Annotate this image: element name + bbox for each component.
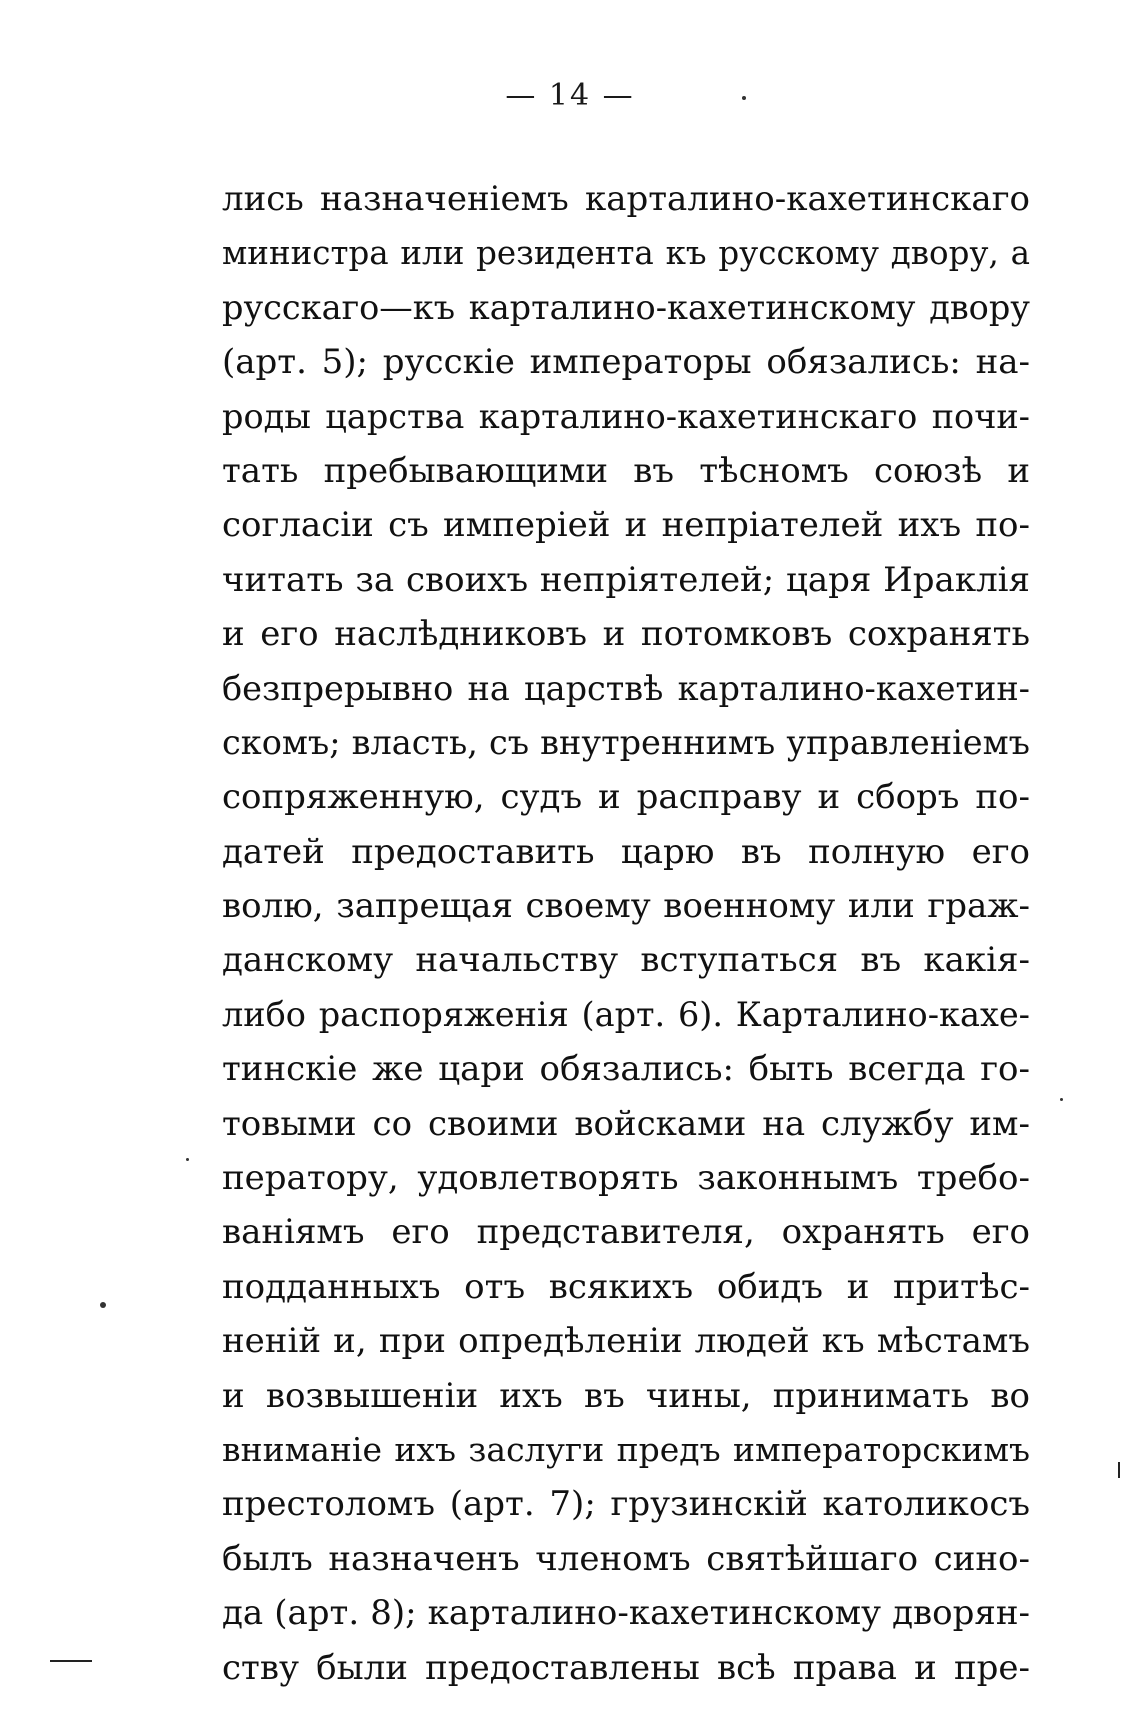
scan-speck bbox=[186, 1158, 189, 1161]
text-line: министра или резидента къ русскому двору, а bbox=[222, 234, 1030, 273]
text-line: либо распоряженія (арт. 6). Карталино-кахе- bbox=[222, 994, 1030, 1034]
text-line: товыми со своими войсками на службу им- bbox=[222, 1103, 1030, 1144]
text-line: ваніямъ его представителя, охранять его bbox=[222, 1212, 1030, 1253]
text-line: безпрерывно на царствѣ карталино-кахетин- bbox=[222, 668, 1030, 708]
text-line: русскаго—къ карталино-кахетинскому двору bbox=[222, 287, 1030, 327]
text-line: ству были предоставлены всѣ права и пре- bbox=[222, 1647, 1030, 1688]
scan-speck bbox=[742, 96, 746, 100]
scan-speck bbox=[1060, 1098, 1063, 1101]
text-line: лись назначеніемъ карталино-кахетинскаго bbox=[222, 179, 1030, 219]
scan-edge-mark bbox=[50, 1660, 92, 1662]
text-line: да (арт. 8); карталино-кахетинскому дворян- bbox=[222, 1593, 1030, 1634]
text-line: ператору, удовлетворять законнымъ требо- bbox=[222, 1158, 1030, 1199]
text-line: волю, запрещая своему военному или граж- bbox=[222, 886, 1030, 927]
text-line: читать за своихъ непріятелей; царя Ираклія bbox=[222, 559, 1030, 600]
text-line: былъ назначенъ членомъ святѣйшаго сино- bbox=[222, 1538, 1030, 1579]
page-number: — 14 — bbox=[505, 78, 635, 113]
text-line: роды царства карталино-кахетинскаго почи- bbox=[222, 396, 1030, 436]
text-line: (арт. 5); русскіе императоры обязались: на- bbox=[222, 342, 1030, 383]
text-line: сопряженную, судъ и расправу и сборъ по- bbox=[222, 777, 1030, 818]
text-line: тинскіе же цари обязались: быть всегда го- bbox=[222, 1049, 1030, 1090]
text-line: данскому начальству вступаться въ какія- bbox=[222, 940, 1030, 981]
text-line: вниманіе ихъ заслуги предъ императорскимъ bbox=[222, 1429, 1030, 1469]
text-line: тать пребывающими въ тѣсномъ союзѣ и bbox=[222, 450, 1030, 491]
text-line: согласіи съ имперіей и непріателей ихъ по- bbox=[222, 505, 1030, 546]
text-line: и его наслѣдниковъ и потомковъ сохранять bbox=[222, 614, 1030, 655]
text-line: датей предоставить царю въ полную его bbox=[222, 831, 1030, 872]
text-line: и возвышеніи ихъ въ чины, принимать во bbox=[222, 1375, 1030, 1416]
text-line: подданныхъ отъ всякихъ обидъ и притѣс- bbox=[222, 1266, 1030, 1307]
body-text bbox=[222, 172, 1030, 1695]
text-line: престоломъ (арт. 7); грузинскій католикосъ bbox=[222, 1484, 1030, 1525]
scan-speck bbox=[100, 1302, 106, 1308]
text-line: неній и, при опредѣленіи людей къ мѣстамъ bbox=[222, 1321, 1030, 1362]
text-line: скомъ; власть, съ внутреннимъ управленіемъ bbox=[222, 722, 1030, 762]
scan-edge-mark bbox=[1118, 1462, 1120, 1478]
